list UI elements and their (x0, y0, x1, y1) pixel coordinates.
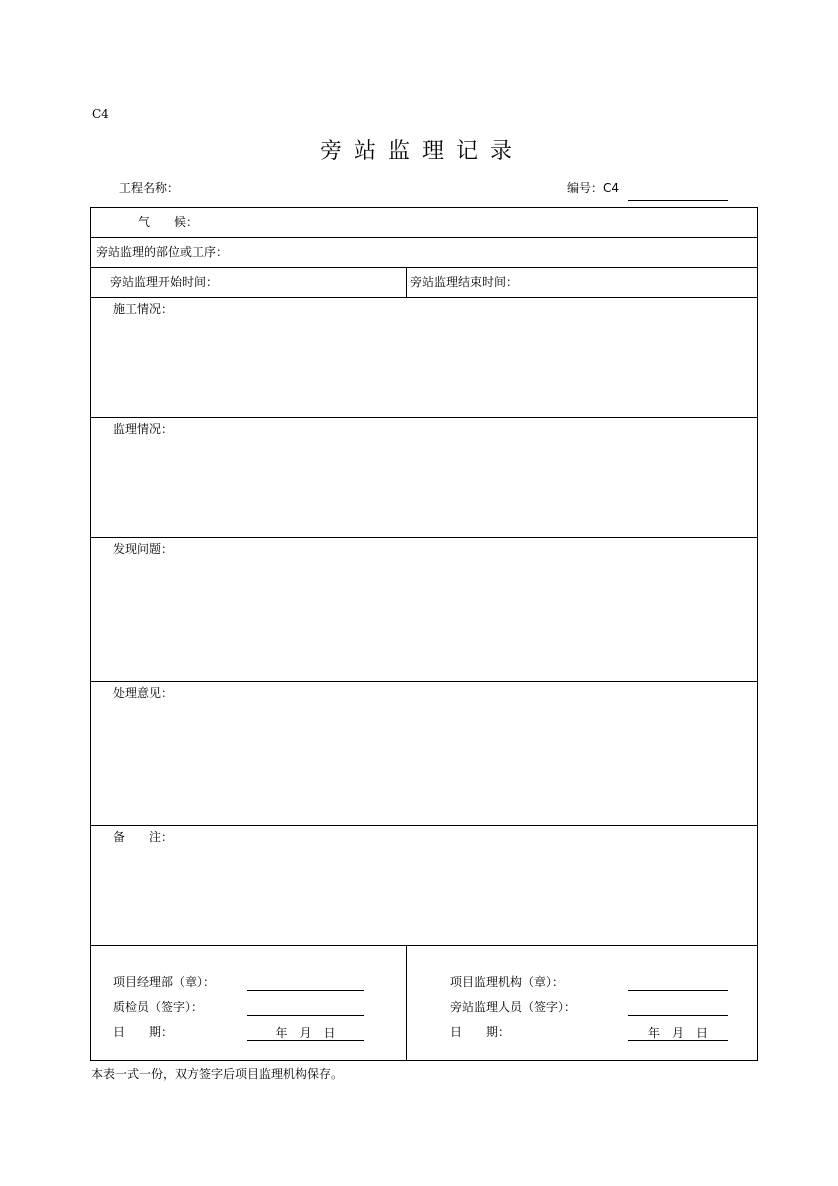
inspector-sign-line[interactable] (247, 1001, 364, 1016)
weather-label: 气 候： (138, 215, 199, 229)
contractor-dept-label: 项目经理部（章）： (113, 975, 216, 989)
divider (406, 945, 407, 1060)
number-field-line[interactable] (628, 200, 728, 201)
start-time-label: 旁站监理开始时间： (110, 275, 219, 289)
divider (90, 825, 757, 826)
divider (90, 237, 757, 238)
divider (406, 267, 407, 297)
form-code: C4 (92, 107, 109, 121)
handling-label: 处理意见： (113, 686, 174, 700)
number-label: 编号：C4 (567, 181, 620, 195)
divider (90, 681, 757, 682)
supervisor-stamp-line[interactable] (628, 976, 728, 991)
page-title: 旁站监理记录 (320, 139, 525, 164)
record-table (90, 207, 758, 1061)
right-date-field[interactable]: 年 月 日 (628, 1026, 728, 1041)
left-date-label: 日 期： (113, 1025, 174, 1039)
location-label: 旁站监理的部位或工序： (96, 245, 229, 259)
divider (90, 267, 757, 268)
divider (90, 945, 757, 946)
divider (90, 297, 757, 298)
inspector-label: 质检员（签字）： (113, 1000, 204, 1014)
problems-label: 发现问题： (113, 542, 174, 556)
left-date-field[interactable]: 年 月 日 (247, 1026, 364, 1041)
supervisor-dept-label: 项目监理机构（章）： (450, 975, 565, 989)
contractor-stamp-line[interactable] (247, 976, 364, 991)
construction-label: 施工情况： (113, 302, 174, 316)
right-date-label: 日 期： (450, 1025, 511, 1039)
end-time-label: 旁站监理结束时间： (410, 275, 519, 289)
remarks-label: 备 注： (113, 830, 174, 844)
supervisor-sign-line[interactable] (628, 1001, 728, 1016)
footnote: 本表一式一份，双方签字后项目监理机构保存。 (91, 1067, 344, 1081)
supervision-label: 监理情况： (113, 422, 174, 436)
project-name-label: 工程名称： (119, 181, 180, 195)
divider (90, 417, 757, 418)
supervisor-staff-label: 旁站监理人员（签字）： (450, 1000, 577, 1014)
divider (90, 537, 757, 538)
